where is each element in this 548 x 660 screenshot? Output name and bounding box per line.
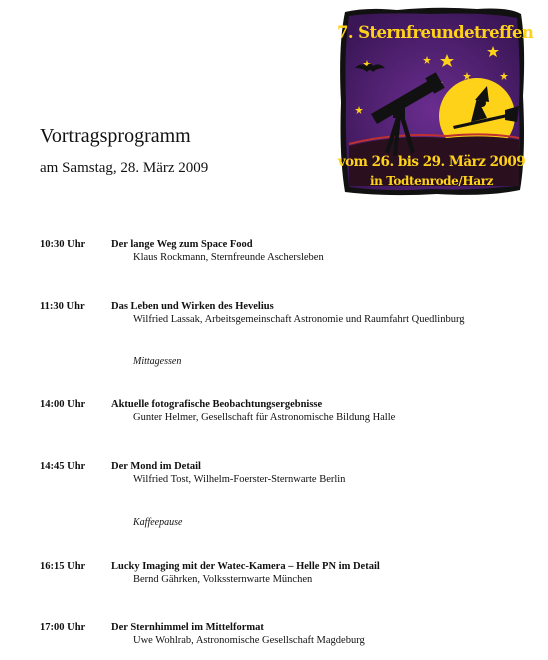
talk-speaker: Wilfried Lassak, Arbeitsgemeinschaft Astronomie und Raumfahrt Quedlinburg [133, 314, 465, 325]
talk-time: 17:00 Uhr [40, 622, 86, 633]
logo-place: in Todtenrode/Harz [369, 174, 494, 188]
talk-speaker: Uwe Wohlrab, Astronomische Gesellschaft Magdeburg [133, 635, 365, 646]
talk-time: 14:00 Uhr [40, 399, 86, 410]
talk-time: 16:15 Uhr [40, 561, 86, 572]
talk-title: Das Leben und Wirken des Hevelius [111, 301, 274, 312]
talk-time: 14:45 Uhr [40, 461, 86, 472]
logo-dates: vom 26. bis 29. März 2009 [337, 154, 526, 170]
talk-time: 10:30 Uhr [40, 239, 86, 250]
logo-title: 7. Sternfreundetreffen [337, 23, 534, 42]
talk-title: Der Mond im Detail [111, 461, 201, 472]
coffee-break: Kaffeepause [133, 517, 183, 528]
talk-speaker: Gunter Helmer, Gesellschaft für Astronomische Bildung Halle [133, 412, 396, 423]
talk-title: Der lange Weg zum Space Food [111, 239, 253, 250]
talk-speaker: Klaus Rockmann, Sternfreunde Aschersleben [133, 252, 324, 263]
talk-time: 11:30 Uhr [40, 301, 85, 312]
lunch-break: Mittagessen [133, 356, 182, 367]
page-title: Vortragsprogramm [40, 125, 191, 147]
talk-title: Aktuelle fotografische Beobachtungsergebnisse [111, 399, 323, 410]
talk-title: Der Sternhimmel im Mittelformat [111, 622, 264, 633]
talk-title: Lucky Imaging mit der Watec-Kamera – Helle PN im Detail [111, 561, 380, 572]
talk-speaker: Bernd Gährken, Volkssternwarte München [133, 574, 313, 585]
event-logo [337, 6, 534, 198]
page-subtitle: am Samstag, 28. März 2009 [40, 160, 209, 176]
talk-speaker: Wilfried Tost, Wilhelm-Foerster-Sternwarte Berlin [133, 474, 346, 485]
